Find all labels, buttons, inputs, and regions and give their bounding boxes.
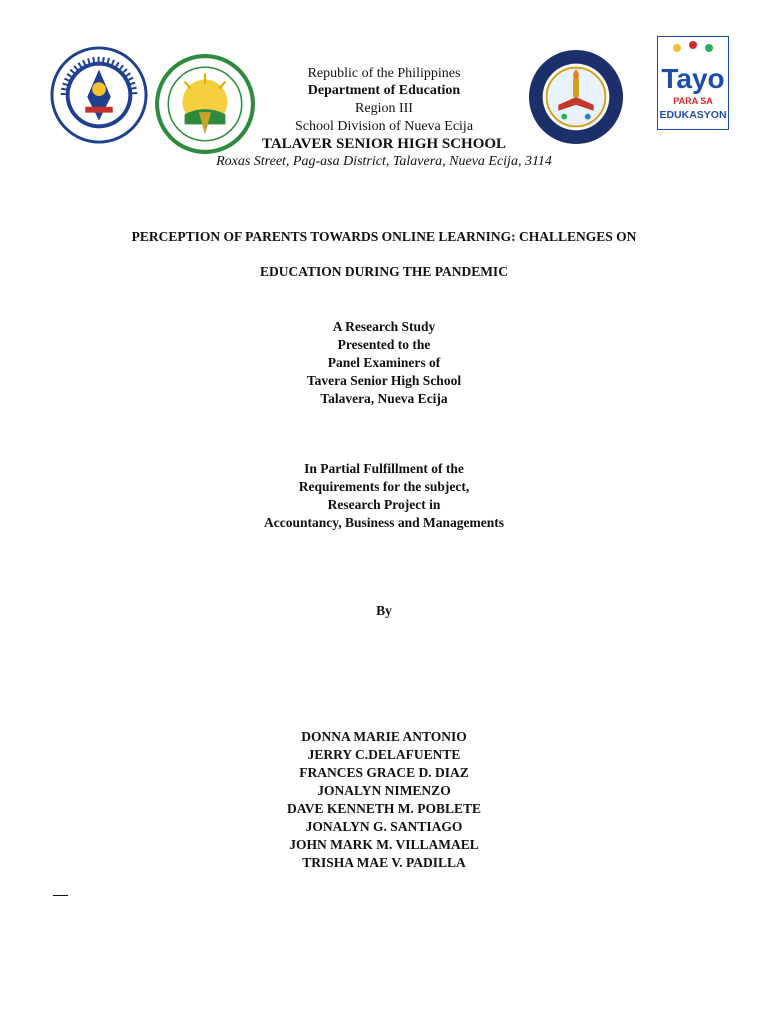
author-name: JONALYN NIMENZO [317, 783, 451, 798]
talavera-shs-seal-logo [527, 48, 625, 146]
fulfillment-line: Research Project in [327, 497, 441, 512]
presentation-line: Talavera, Nueva Ecija [320, 391, 448, 406]
thesis-title-line-2: EDUCATION DURING THE PANDEMIC [260, 264, 508, 279]
fulfillment-block [0, 460, 768, 532]
department-line: Department of Education [307, 83, 461, 98]
footnote-separator [53, 895, 68, 896]
author-name: DAVE KENNETH M. POBLETE [286, 801, 482, 816]
presentation-line: Panel Examiners of [327, 355, 441, 370]
division-line: School Division of Nueva Ecija [294, 119, 474, 134]
author-name: DONNA MARIE ANTONIO [301, 729, 467, 744]
author-name: TRISHA MAE V. PADILLA [302, 855, 466, 870]
presentation-line: A Research Study [332, 319, 436, 334]
author-name: JERRY C.DELAFUENTE [307, 747, 461, 762]
by-label: By [376, 603, 392, 618]
fulfillment-line: Requirements for the subject, [298, 479, 470, 494]
svg-text:PARA SA: PARA SA [673, 96, 713, 106]
author-list [0, 728, 768, 872]
fulfillment-line: In Partial Fulfillment of the [304, 461, 464, 476]
author-name: FRANCES GRACE D. DIAZ [299, 765, 469, 780]
region-line: Region III [355, 101, 413, 116]
fulfillment-line: Accountancy, Business and Managements [263, 515, 505, 530]
svg-text:Tayo: Tayo [661, 63, 725, 94]
tayo-para-sa-edukasyon-logo [657, 36, 729, 130]
thesis-title-line-1: PERCEPTION OF PARENTS TOWARDS ONLINE LEARNING: CHALLENGES ON [131, 229, 637, 244]
svg-text:EDUKASYON: EDUKASYON [659, 109, 727, 121]
presentation-block [0, 318, 768, 408]
author-name: JOHN MARK M. VILLAMAEL [289, 837, 479, 852]
republic-line: Republic of the Philippines [307, 66, 461, 81]
presentation-line: Presented to the [337, 337, 431, 352]
author-name: JONALYN G. SANTIAGO [305, 819, 463, 834]
school-address: Roxas Street, Pag-asa District, Talavera, Nueva Ecija, 3114 [216, 154, 552, 169]
presentation-line: Tavera Senior High School [306, 373, 462, 388]
school-name: TALAVER SENIOR HIGH SCHOOL [261, 136, 507, 152]
